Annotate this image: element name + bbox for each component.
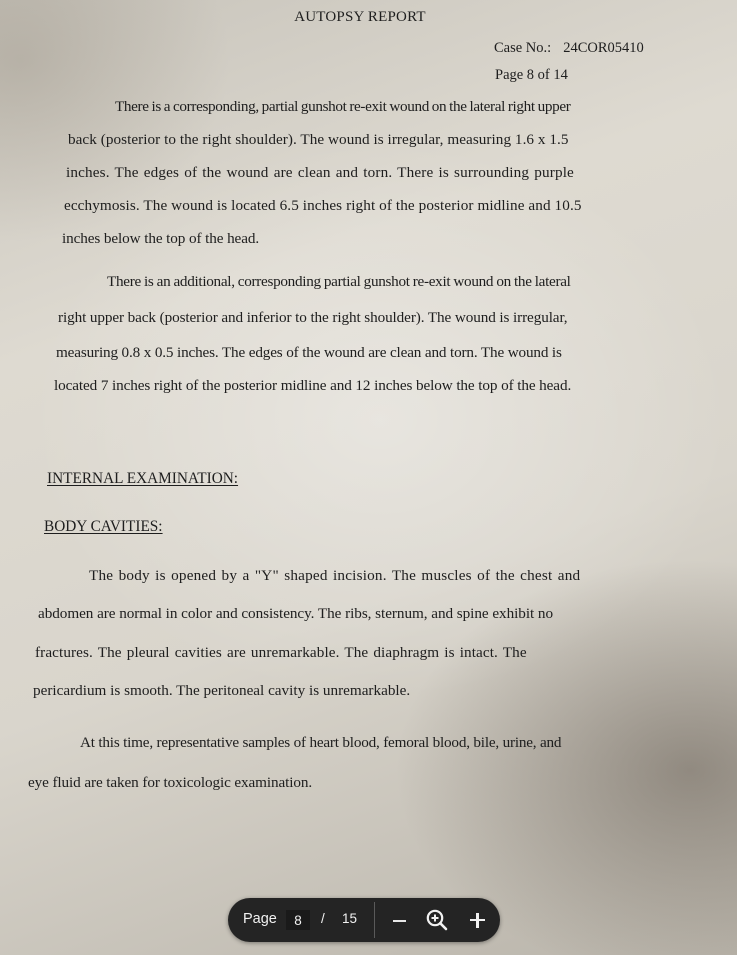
text-line: The body is opened by a "Y" shaped incision. The muscles of the chest and	[89, 567, 581, 584]
case-number-line	[494, 40, 644, 57]
current-page-input[interactable]	[286, 910, 310, 930]
text-line: located 7 inches right of the posterior midline and 12 inches below the top of the head.	[54, 377, 572, 394]
zoom-out-button[interactable]	[388, 906, 412, 934]
zoom-in-button[interactable]	[465, 906, 491, 934]
total-pages: 15	[342, 911, 358, 926]
text-line: fractures. The pleural cavities are unremarkable. The diaphragm is intact. The	[35, 644, 527, 661]
page-separator: /	[321, 911, 325, 926]
case-number-value: 24COR05410	[563, 40, 644, 56]
text-line: pericardium is smooth. The peritoneal cavity is unremarkable.	[33, 682, 411, 699]
text-line: ecchymosis. The wound is located 6.5 inches right of the posterior midline and 10.5	[64, 197, 582, 214]
subsection-heading-body-cavities: BODY CAVITIES:	[44, 518, 163, 535]
text-line: eye fluid are taken for toxicologic examination.	[28, 774, 313, 791]
toolbar-divider	[374, 902, 375, 938]
text-line: back (posterior to the right shoulder). The wound is irregular, measuring 1.6 x 1.5	[68, 131, 569, 148]
page-label: Page	[243, 911, 277, 927]
text-line: There is an additional, corresponding partial gunshot re-exit wound on the lateral	[107, 273, 571, 290]
text-line: At this time, representative samples of heart blood, femoral blood, bile, urine, and	[80, 734, 562, 751]
page-indicator: Page 8 of 14	[495, 67, 568, 83]
text-line: inches. The edges of the wound are clean and torn. There is surrounding purple	[66, 164, 574, 181]
pdf-page-toolbar	[228, 898, 500, 942]
section-heading-internal-examination: INTERNAL EXAMINATION:	[47, 470, 239, 487]
case-number-label: Case No.:	[494, 40, 552, 56]
magnifier-plus-icon	[424, 907, 450, 933]
report-title: AUTOPSY REPORT	[294, 9, 426, 25]
text-line: inches below the top of the head.	[62, 230, 260, 247]
text-line: abdomen are normal in color and consistency. The ribs, sternum, and spine exhibit no	[38, 605, 554, 622]
text-line: measuring 0.8 x 0.5 inches. The edges of the wound are clean and torn. The wound is	[56, 344, 562, 361]
text-line: There is a corresponding, partial gunshot re-exit wound on the lateral right upper	[115, 98, 571, 115]
zoom-button[interactable]	[424, 907, 450, 933]
text-line: right upper back (posterior and inferior to the right shoulder). The wound is irregular,	[58, 309, 568, 326]
